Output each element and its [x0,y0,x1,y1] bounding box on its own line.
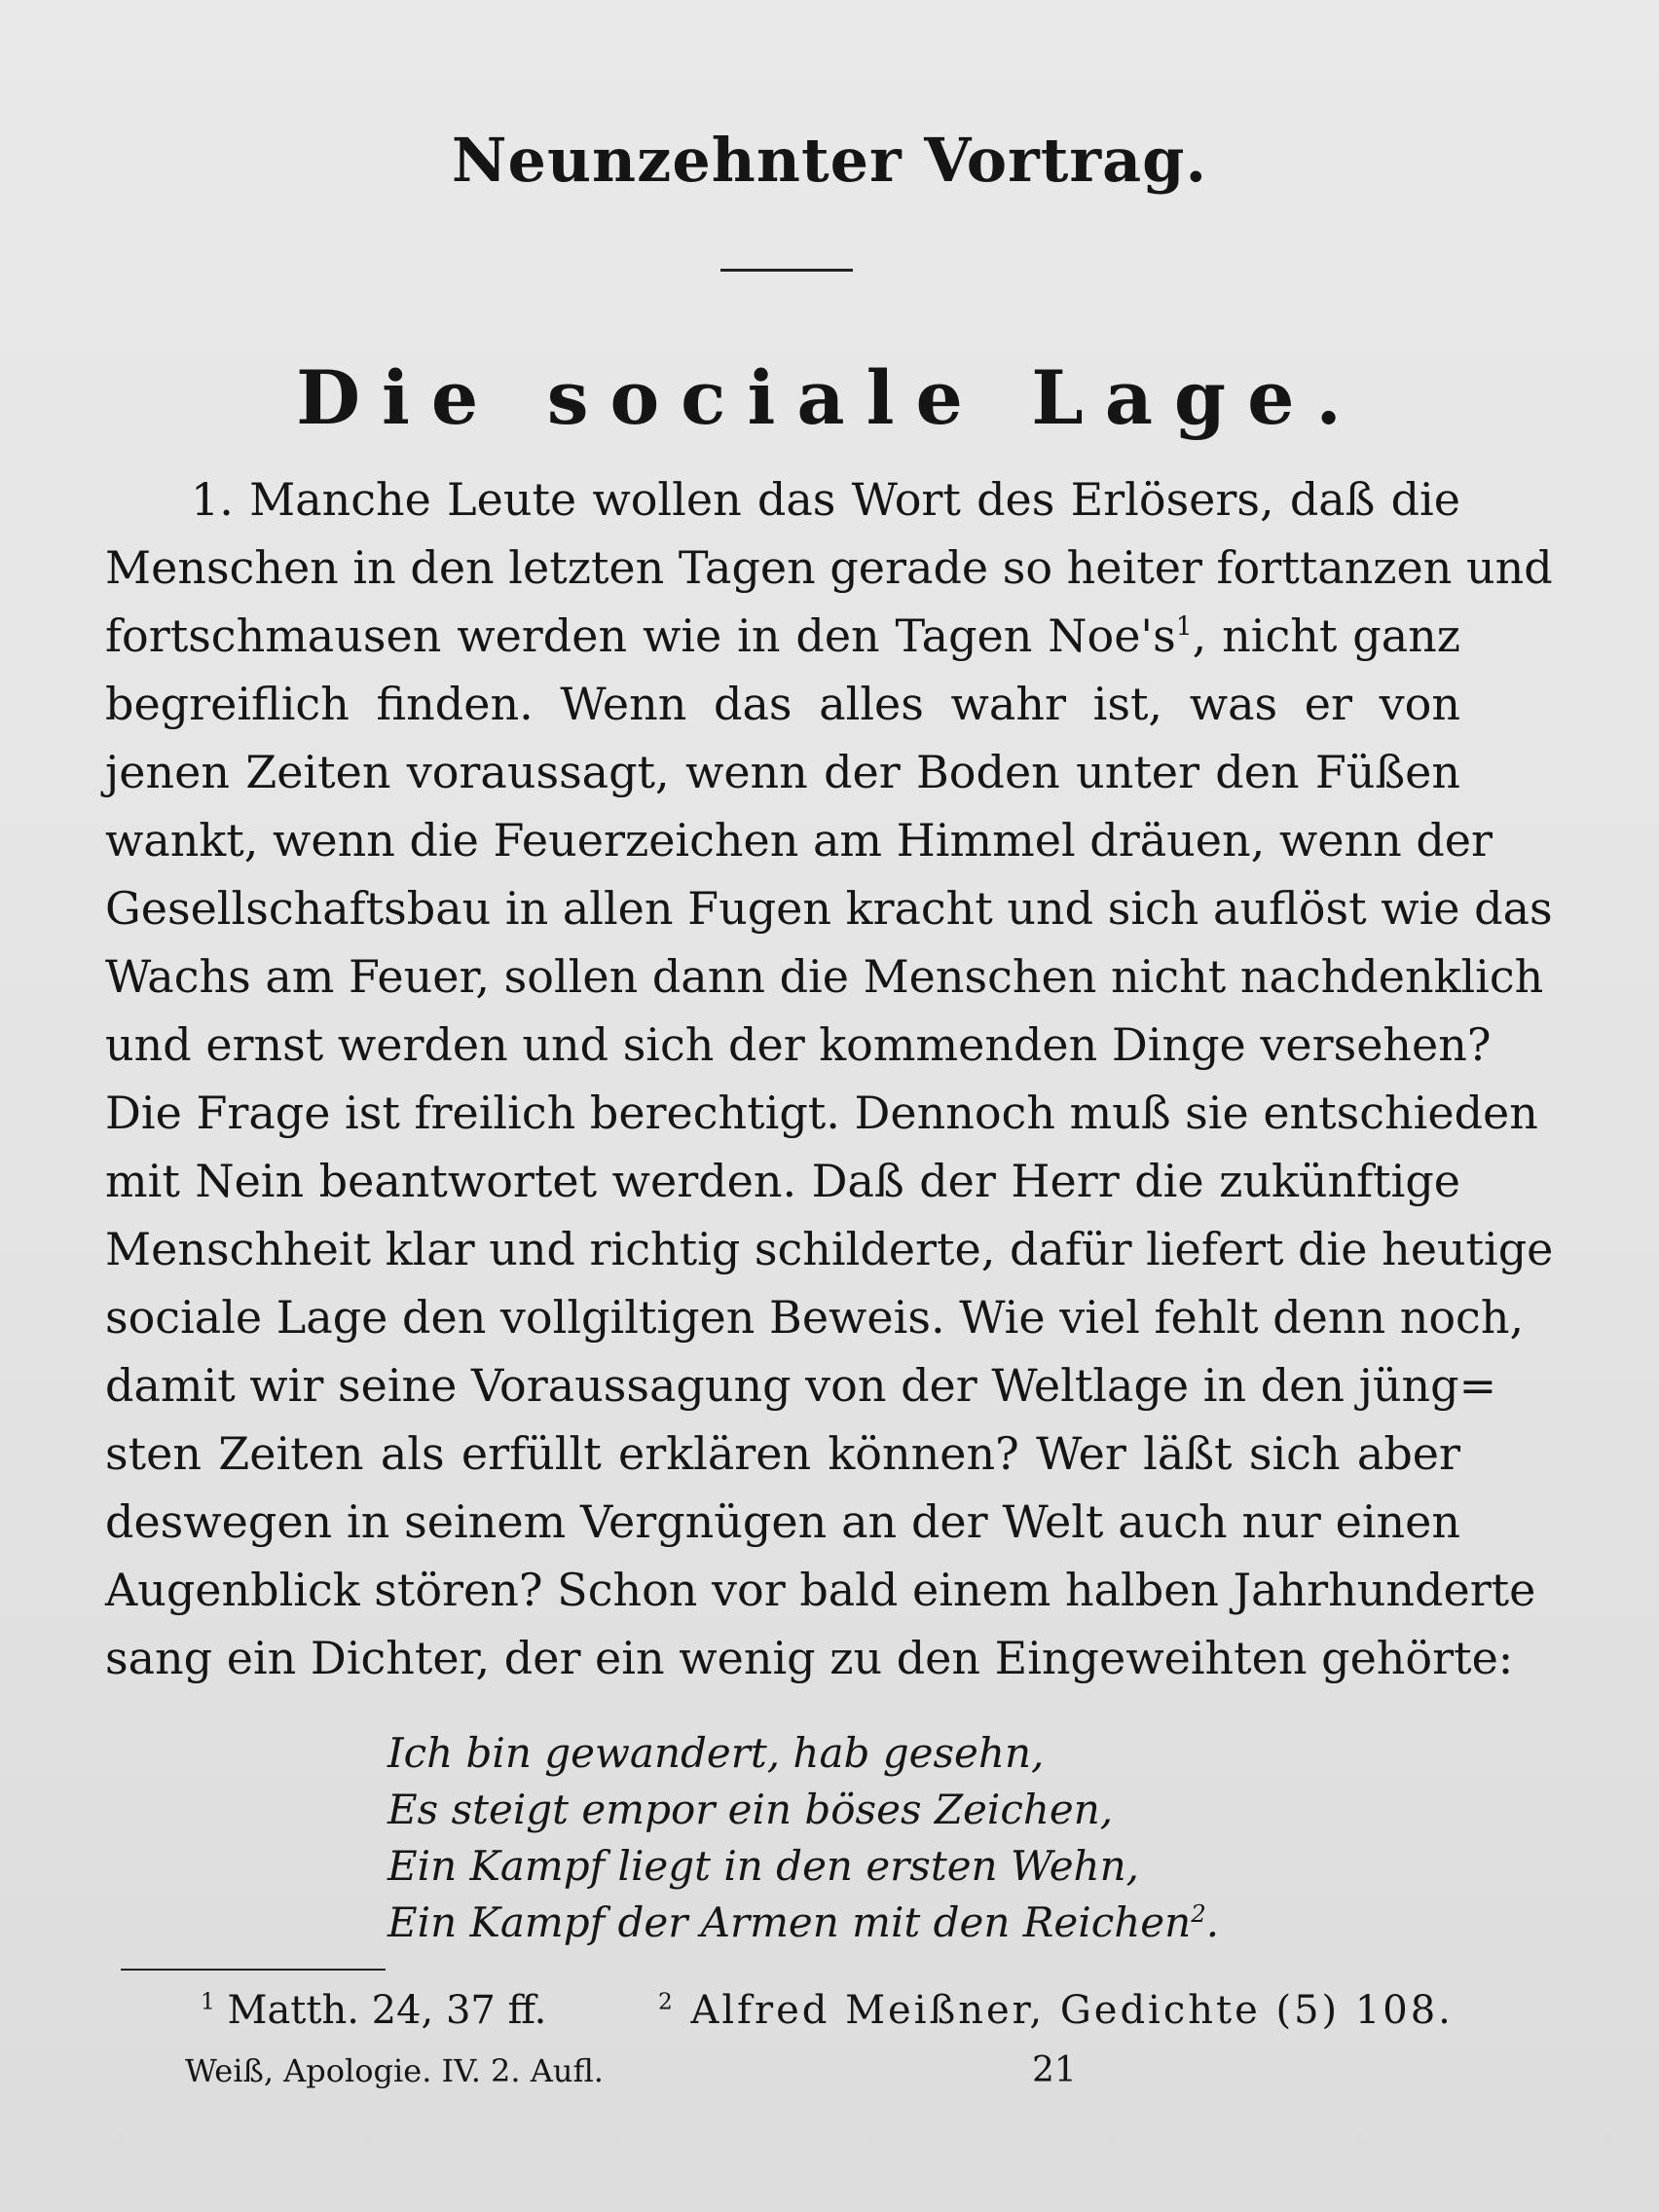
text-line: Menschen in den letzten Tagen gerade so heiter forttanzen und [105,541,1553,594]
text-line: mit Nein beantwortet werden. Daß der Herr die zukünftige [105,1155,1460,1207]
text-line: Augenblick stören? Schon vor bald einem halben Jahrhunderte [105,1564,1536,1616]
footnote-ref-1: 1 [1175,611,1193,643]
footnote-divider [121,1969,386,1971]
text-line-end: , nicht ganz [1192,609,1461,662]
text-line: damit wir seine Voraussagung von der Weltlage in den jüng= [105,1359,1497,1412]
poem-line-end: . [1205,1899,1220,1946]
chapter-heading: Die sociale Lage. [296,354,1363,441]
poem-line-text: Ein Kampf der Armen mit den Reichen [387,1899,1192,1946]
poem-line-with-ref [387,1895,1264,1951]
text-line: sten Zeiten als erfüllt erklären können? Wer läßt sich aber [105,1427,1460,1480]
text-line: begreiflich finden. Wenn das alles wahr ist, was er von [105,678,1460,730]
footnotes [201,1988,1462,2033]
title-divider [720,269,853,272]
printer-signature: Weiß, Apologie. IV. 2. Aufl. [185,2052,604,2089]
footnote-1-text: Matth. 24, 37 ff. [227,1988,547,2033]
page-number: 21 [1032,2050,1077,2090]
text-line: Wachs am Feuer, sollen dann die Menschen nicht nachdenklich [105,950,1544,1003]
footnote-ref-2: 2 [1191,1899,1206,1928]
poem-line: Es steigt empor ein böses Zeichen, [387,1786,1114,1833]
text-line-with-ref [105,602,1460,670]
text-line: jenen Zeiten voraussagt, wenn der Boden unter den Füßen [105,746,1460,798]
text-line: 1. Manche Leute wollen das Wort des Erlösers, daß die [191,473,1460,526]
body-paragraph [105,465,1554,1692]
text-line: wankt, wenn die Feuerzeichen am Himmel dräuen, wenn der [105,814,1493,866]
poem-quote [387,1725,1264,1951]
text-line: deswegen in seinem Vergnügen an der Welt auch nur einen [105,1495,1460,1548]
text-line-start: fortschmausen werden wie in den Tagen Noe's [105,609,1176,662]
lecture-title: Neunzehnter Vortrag. [451,125,1208,196]
poem-line: Ich bin gewandert, hab gesehn, [387,1729,1045,1777]
poem-line: Ein Kampf liegt in den ersten Wehn, [387,1842,1139,1890]
footnote-2-mark: 2 [658,1988,676,2015]
text-line: und ernst werden und sich der kommenden Dinge versehen? [105,1018,1492,1071]
text-line: Gesellschaftsbau in allen Fugen kracht und sich auflöst wie das [105,882,1553,935]
footnote-2-text: Alfred Meißner, Gedichte (5) 108. [690,1988,1454,2033]
footnote-1-mark: 1 [201,1988,215,2015]
text-line: Menschheit klar und richtig schilderte, dafür liefert die heutige [105,1223,1554,1275]
footnote-1 [201,1988,546,2033]
text-line: Die Frage ist freilich berechtigt. Dennoch muß sie entschieden [105,1087,1538,1139]
footnote-2 [658,1988,1454,2033]
text-line: sang ein Dichter, der ein wenig zu den Eingeweihten gehörte: [105,1632,1514,1684]
text-line: sociale Lage den vollgiltigen Beweis. Wie viel fehlt denn noch, [105,1291,1525,1344]
